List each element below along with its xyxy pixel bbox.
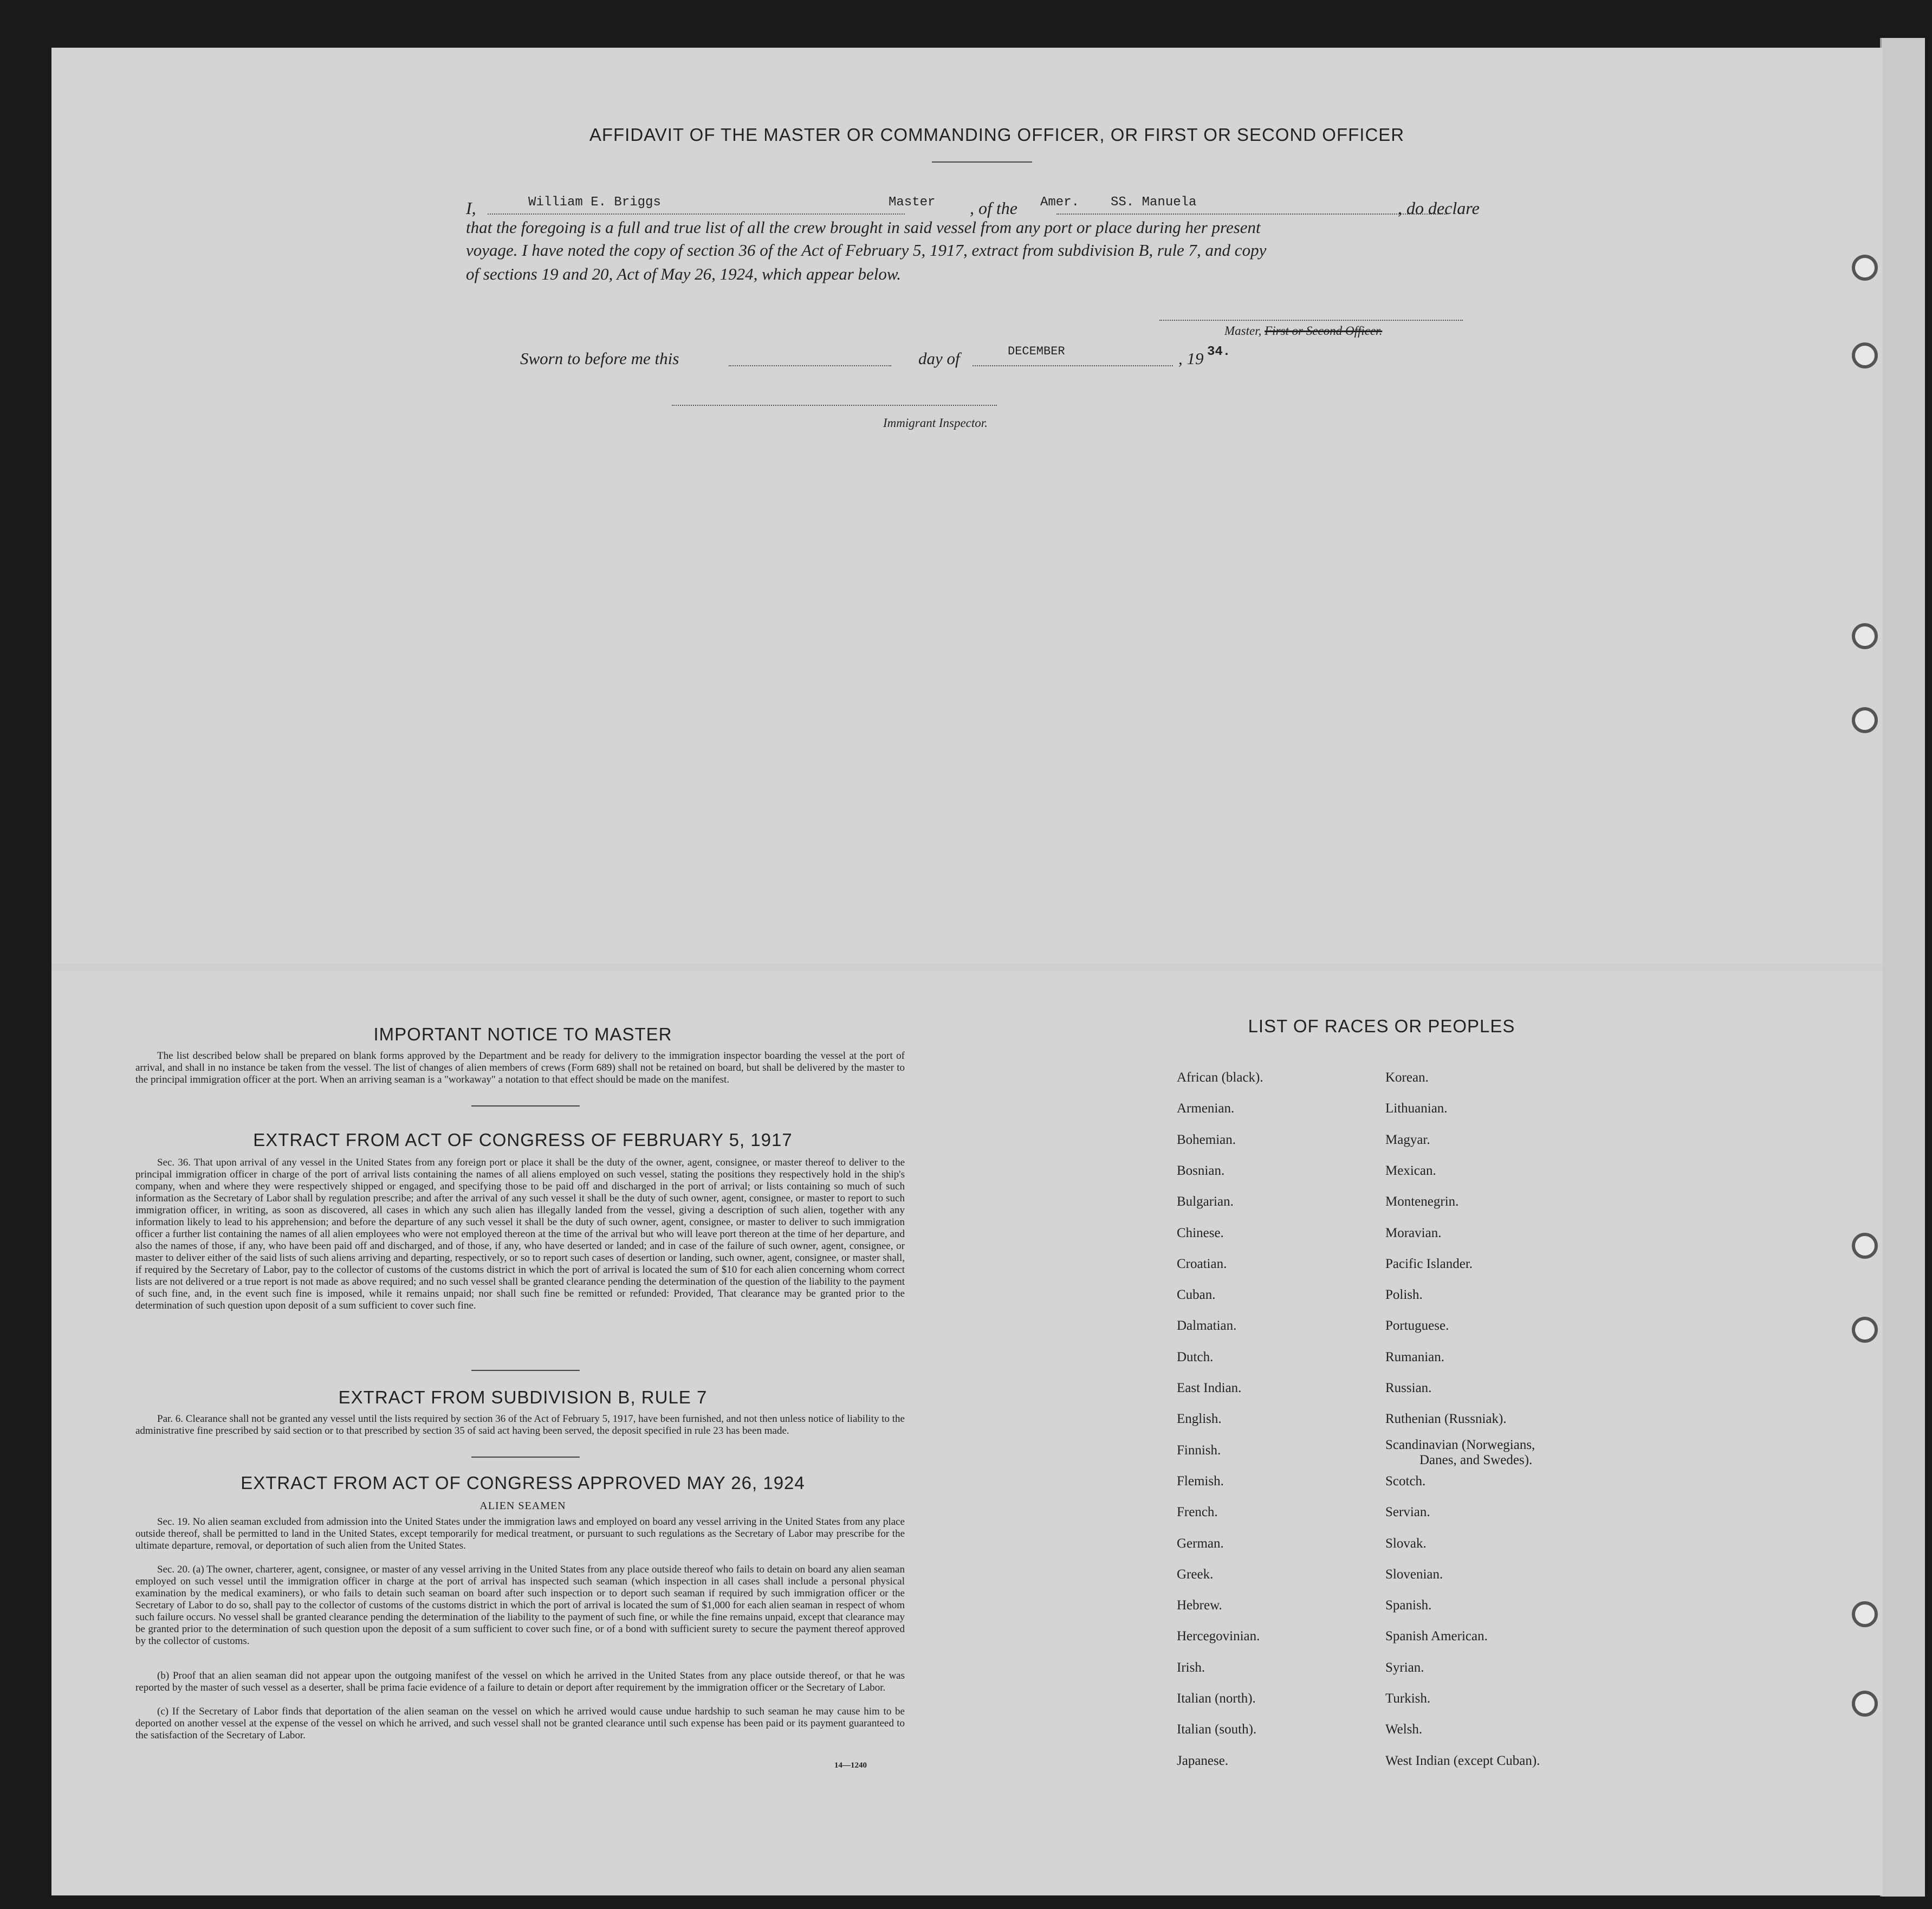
extract-1917-body: Sec. 36. That upon arrival of any vessel in the United States from any foreign port or place it shall be the duty of the owner, agent, consignee, or master thereof to deliver to the principal immigration officer in charge of the port of arrival lists containing the names of all aliens employed on such vessel, stating the positions they respectively hold in the ship's company, when and where they were respectively shipped or engaged, and specifying those to be paid off and discharged in the port of arrival; or lists containing so much of such information as the Secretary of Labor shall by regulation prescribe; and after the arrival of any such vessel it shall be the duty of such owner, agent, consignee, or master to report to such immigration officer, in writing, as soon as discovered, all cases in which any such alien has illegally landed from the vessel, giving a description of such alien, together with any information likely to lead to his apprehension; and before the departure of any such vessel it shall be the duty of such owner, agent, consignee, or master to deliver to such immigration officer a further list containing the names of all alien employees who were not employed thereon at the time of the arrival but who will leave port thereon at the time of her departure, and also the names of those, if any, who have been paid off and discharged, and of those, if any, who have deserted or landed; and in case of the failure of such owner, agent, consignee, or master to deliver either of the said lists of such aliens arriving and departing, respectively, or so to report such cases of desertion or landing, such owner, agent, consignee, or master shall, if required by the Secretary of Labor, pay to the collector of customs of the customs district in which the port of arrival is located the sum of $10 for each alien concerning whom correct lists are not delivered or a true report is not made as above required; and no such vessel shall be granted clearance pending the determination of the question of the liability to the payment of such fine, and, in the event such fine is imposed, while it remains unpaid; nor shall such fine be remitted or refunded: Provided, That clearance may be granted prior to the determination of such question upon deposit of a sum sufficient to cover such fine.: [135, 1157, 905, 1311]
race-item: Cuban.: [1177, 1287, 1216, 1303]
sworn-line: [520, 347, 1279, 368]
binding-hole: [1852, 1317, 1878, 1343]
race-item: East Indian.: [1177, 1381, 1242, 1395]
race-item: Moravian.: [1385, 1225, 1442, 1240]
bleed-through-band: [51, 963, 1883, 971]
race-item: Portuguese.: [1385, 1318, 1449, 1334]
binding-hole: [1852, 342, 1878, 368]
race-item: Finnish.: [1177, 1442, 1221, 1458]
i-label: I,: [466, 198, 476, 218]
race-item: Russian.: [1385, 1381, 1432, 1395]
race-item: Slovenian.: [1385, 1567, 1443, 1582]
race-item: Chinese.: [1177, 1225, 1224, 1240]
vessel-nationality: Amer.: [1040, 195, 1080, 210]
notice-rule: [471, 1105, 580, 1106]
extract-1917-title: EXTRACT FROM ACT OF CONGRESS OF FEBRUARY 5, 1917: [253, 1130, 793, 1150]
notice-title: IMPORTANT NOTICE TO MASTER: [373, 1024, 672, 1044]
race-item: Bulgarian.: [1177, 1194, 1234, 1209]
race-item: Irish.: [1177, 1660, 1205, 1675]
sec20b-body: (b) Proof that an alien seaman did not appear upon the outgoing manifest of the vessel on which he arrived in the United States from any place outside thereof, or that he was reported by the master of such vessel as a deserter, shall be prima facie evidence of a failure to detain or deport after requirement by the immigration officer or the Secretary of Labor.: [135, 1670, 905, 1693]
notice-body: The list described below shall be prepared on blank forms approved by the Department and be ready for delivery to the immigration inspector boarding the vessel at the port of arrival, and shall in no instance be taken from the vessel. The list of changes of alien members of crews (Form 689) shall not be retained on board, but shall be delivered by the master to the principal immigration officer at the port. When an arriving seaman is a "workaway" a notation to that effect should be made on the manifest.: [135, 1050, 905, 1085]
master-rank: Master: [889, 195, 936, 210]
race-item: Armenian.: [1177, 1101, 1235, 1116]
race-item: English.: [1177, 1412, 1222, 1427]
master-name: William E. Briggs: [528, 195, 661, 210]
vessel-line: [1056, 213, 1447, 215]
struck-officer-caption: First or Second Officer.: [1265, 324, 1383, 338]
race-item: Welsh.: [1385, 1722, 1423, 1737]
signature-line: [1159, 320, 1463, 321]
day-of-label: day of: [918, 349, 960, 368]
of-the-label: , of the: [970, 198, 1017, 218]
race-item: French.: [1177, 1505, 1218, 1520]
year-prefix: , 19: [1178, 349, 1204, 368]
race-item: African (black).: [1177, 1070, 1263, 1085]
race-item: German.: [1177, 1536, 1224, 1551]
race-item: Rumanian.: [1385, 1349, 1445, 1364]
race-item: Bohemian.: [1177, 1132, 1236, 1147]
race-item: Pacific Islander.: [1385, 1256, 1473, 1271]
race-item: Dalmatian.: [1177, 1318, 1237, 1334]
sworn-day-line: [729, 365, 891, 366]
race-item: Scotch.: [1385, 1473, 1426, 1489]
affidavit-title: AFFIDAVIT OF THE MASTER OR COMMANDING OFFICER, OR FIRST OR SECOND OFFICER: [589, 125, 1405, 145]
race-item: Lithuanian.: [1385, 1101, 1448, 1116]
race-item: Scandinavian (Norwegians,: [1385, 1437, 1535, 1452]
race-item: Korean.: [1385, 1070, 1429, 1085]
binding-hole: [1852, 1233, 1878, 1259]
race-item: Syrian.: [1385, 1660, 1424, 1675]
binding-hole: [1852, 1601, 1878, 1627]
vessel-name: SS. Manuela: [1111, 195, 1197, 210]
name-line: [488, 213, 905, 215]
sec20a-body: Sec. 20. (a) The owner, charterer, agent, consignee, or master of any vessel arriving in the United States from any place outside thereof who fails to detain on board any alien seaman employed on such vessel until the immigration officer in charge at the port of arrival has inspected such seaman (which inspection in all cases shall include a personal physical examination by the medical examiners), or who fails to detain such seaman on board after such inspection or to deport such seaman if required by such immigration officer or the Secretary of Labor to do so, shall pay to the collector of customs of the customs district in which the port of arrival is located the sum of $1,000 for each alien seaman in respect of whom such failure occurs. No vessel shall be granted clearance pending the determination of the liability to the payment of such fine, or while the fine remains unpaid, except that clearance may be granted prior to the determination of such question upon the deposit of a sum sufficient to cover such fine, or of a bond with sufficient surety to secure the payment thereof approved by the collector of customs.: [135, 1564, 905, 1647]
binding-hole: [1852, 1691, 1878, 1717]
race-item: Dutch.: [1177, 1349, 1214, 1364]
race-item: Ruthenian (Russniak).: [1385, 1412, 1507, 1427]
race-item: Turkish.: [1385, 1691, 1431, 1706]
extract-1924-title: EXTRACT FROM ACT OF CONGRESS APPROVED MAY 26, 1924: [241, 1473, 805, 1493]
binding-hole: [1852, 623, 1878, 649]
race-item: West Indian (except Cuban).: [1385, 1753, 1540, 1768]
rule7-title: EXTRACT FROM SUBDIVISION B, RULE 7: [338, 1387, 708, 1407]
binding-hole: [1852, 255, 1878, 281]
inspector-line: [672, 405, 997, 406]
race-item: Spanish American.: [1385, 1629, 1488, 1644]
binding-hole: [1852, 707, 1878, 733]
form-number: 14—1240: [834, 1761, 867, 1770]
race-item: Mexican.: [1385, 1163, 1436, 1178]
race-item: Italian (north).: [1177, 1691, 1256, 1706]
extract-1917-rule: [471, 1370, 580, 1371]
race-item: Flemish.: [1177, 1473, 1224, 1489]
race-item: Hebrew.: [1177, 1598, 1222, 1613]
declaration-text-2: that the foregoing is a full and true list of all the crew brought in said vessel from any port or place during her present: [466, 218, 1261, 237]
race-item: Slovak.: [1385, 1536, 1427, 1551]
master-caption: Master,: [1224, 324, 1262, 338]
race-item: Hercegovinian.: [1177, 1629, 1260, 1644]
race-item: Montenegrin.: [1385, 1194, 1459, 1209]
sworn-month-line: [973, 365, 1173, 366]
sec19-body: Sec. 19. No alien seaman excluded from admission into the United States under the immigration laws and employed on board any vessel arriving in the United States from any place outside thereof, shall be permitted to land in the United States, except temporarily for medical treatment, or pursuant to such regulations as the Secretary of Labor may prescribe for the ultimate departure, removal, or deportation of such alien from the United States.: [135, 1516, 905, 1551]
race-item: Bosnian.: [1177, 1163, 1225, 1178]
race-item: Japanese.: [1177, 1753, 1229, 1768]
underlying-sheet-edge: [1880, 38, 1925, 1897]
race-item: Italian (south).: [1177, 1722, 1257, 1737]
races-title: LIST OF RACES OR PEOPLES: [1248, 1016, 1515, 1036]
sworn-month: DECEMBER: [1008, 345, 1065, 358]
race-item: Polish.: [1385, 1287, 1423, 1303]
race-item: Servian.: [1385, 1505, 1430, 1520]
race-item-continuation: Danes, and Swedes).: [1419, 1452, 1533, 1467]
rule7-body: Par. 6. Clearance shall not be granted any vessel until the lists required by section 36 of the Act of February 5, 1917, have been furnished, and not then unless notice of liability to the administrative fine prescribed by said section or to that prescribed by section 35 of said act having been served, the deposit specified in rule 23 has been made.: [135, 1413, 905, 1436]
title-rule: [932, 161, 1032, 163]
inspector-caption: Immigrant Inspector.: [883, 416, 988, 430]
signature-caption: [1224, 324, 1382, 338]
race-item: Greek.: [1177, 1567, 1214, 1582]
alien-seamen-subtitle: ALIEN SEAMEN: [479, 1500, 566, 1512]
sworn-label: Sworn to before me this: [520, 349, 679, 368]
race-item: Spanish.: [1385, 1598, 1432, 1613]
sworn-year: 34.: [1207, 345, 1231, 359]
rule7-rule: [471, 1457, 580, 1458]
race-item: Croatian.: [1177, 1256, 1227, 1271]
declaration-text-4: of sections 19 and 20, Act of May 26, 1924, which appear below.: [466, 264, 902, 283]
declaration-text-3: voyage. I have noted the copy of section 36 of the Act of February 5, 1917, extract from subdivision B, rule 7, and copy: [466, 241, 1267, 260]
do-declare-label: , do declare: [1398, 198, 1480, 218]
race-item: Magyar.: [1385, 1132, 1430, 1147]
declaration-line: [466, 195, 1495, 217]
sec20c-body: (c) If the Secretary of Labor finds that deportation of the alien seaman on the vessel on which he arrived would cause undue hardship to such seaman he may cause him to be deported on another vessel at the expense of the vessel on which he arrived, and such vessel shall not be granted clearance until such expense has been paid or its payment guaranteed to the satisfaction of the Secretary of Labor.: [135, 1706, 905, 1741]
